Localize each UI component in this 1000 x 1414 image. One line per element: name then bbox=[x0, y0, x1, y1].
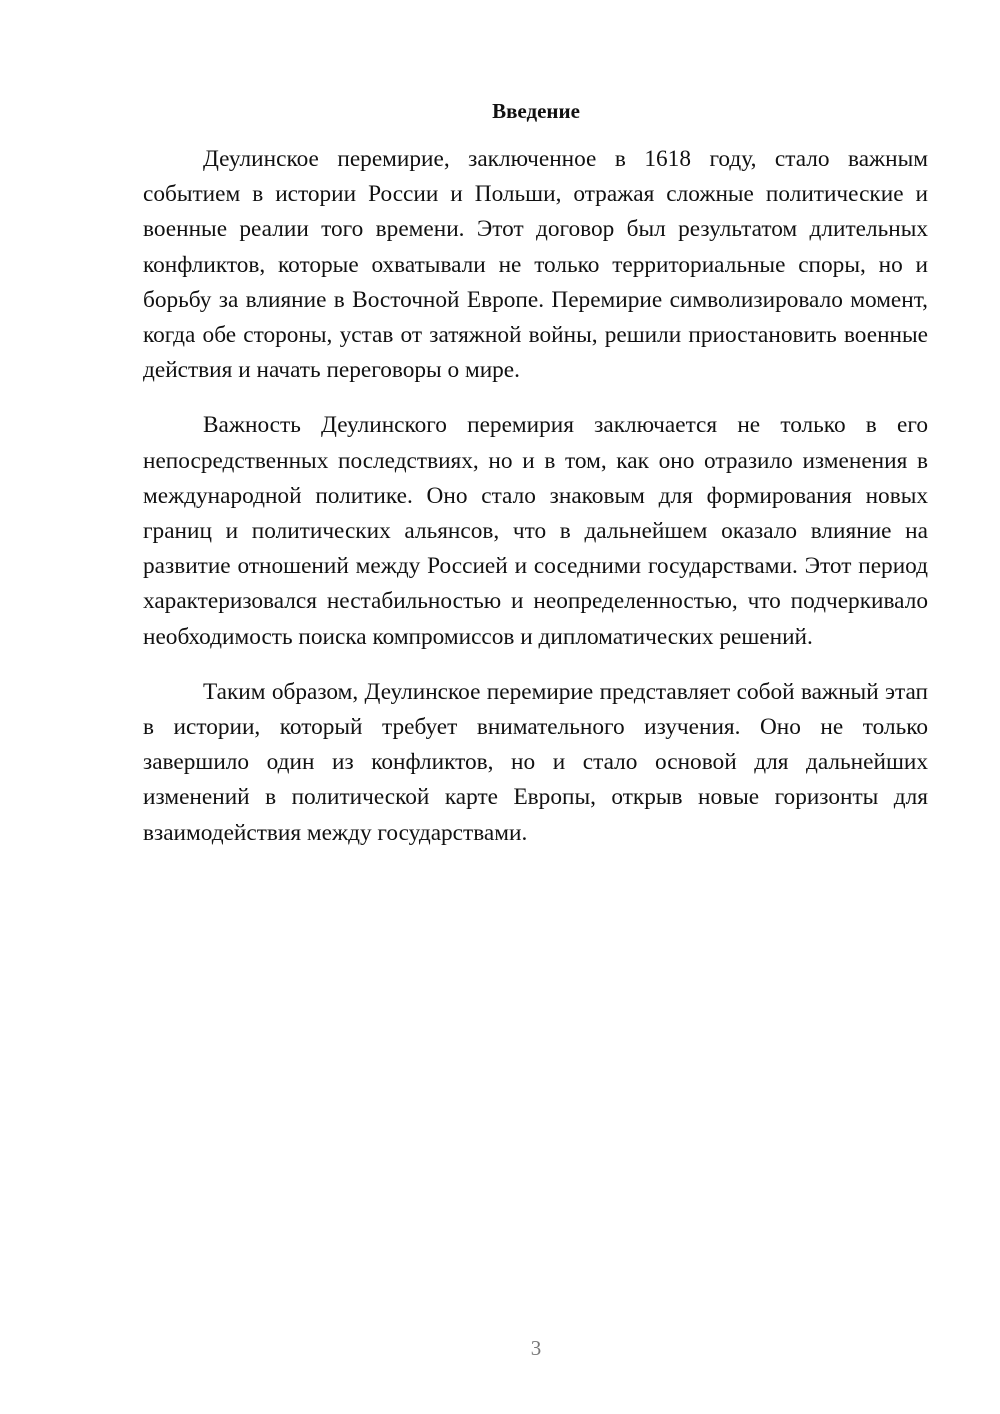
section-heading: Введение bbox=[492, 99, 580, 123]
paragraph-3: Таким образом, Деулинское перемирие представляет собой важный этап в истории, который требует внимательного изучения. Оно не только завершило один из конфликтов, но и стало основой для дальнейших изменений в политической карте Европы, открыв новые горизонты для взаимодействия между государствами. bbox=[143, 678, 928, 846]
page-number: 3 bbox=[530, 1336, 542, 1360]
paragraph-1: Деулинское перемирие, заключенное в 1618 году, стало важным событием в истории России и Польши, отражая сложные политические и военные реалии того времени. Этот договор был результатом длительных конфликтов, которые охватывали не только территориальные споры, но и борьбу за влияние в Восточной Европе. Перемирие символизировало момент, когда обе стороны, устав от затяжной войны, решили приостановить военные действия и начать переговоры о мире. bbox=[143, 146, 928, 384]
paragraph-2: Важность Деулинского перемирия заключается не только в его непосредственных последствиях, но и в том, как оно отразило изменения в международной политике. Оно стало знаковым для формирования новых границ и политических альянсов, что в дальнейшем оказало влияние на развитие отношений между Россией и соседними государствами. Этот период характеризовался нестабильностью и неопределенностью, что подчеркивало необходимость поиска компромиссов и дипломатических решений. bbox=[143, 412, 928, 650]
body-text bbox=[143, 142, 928, 871]
